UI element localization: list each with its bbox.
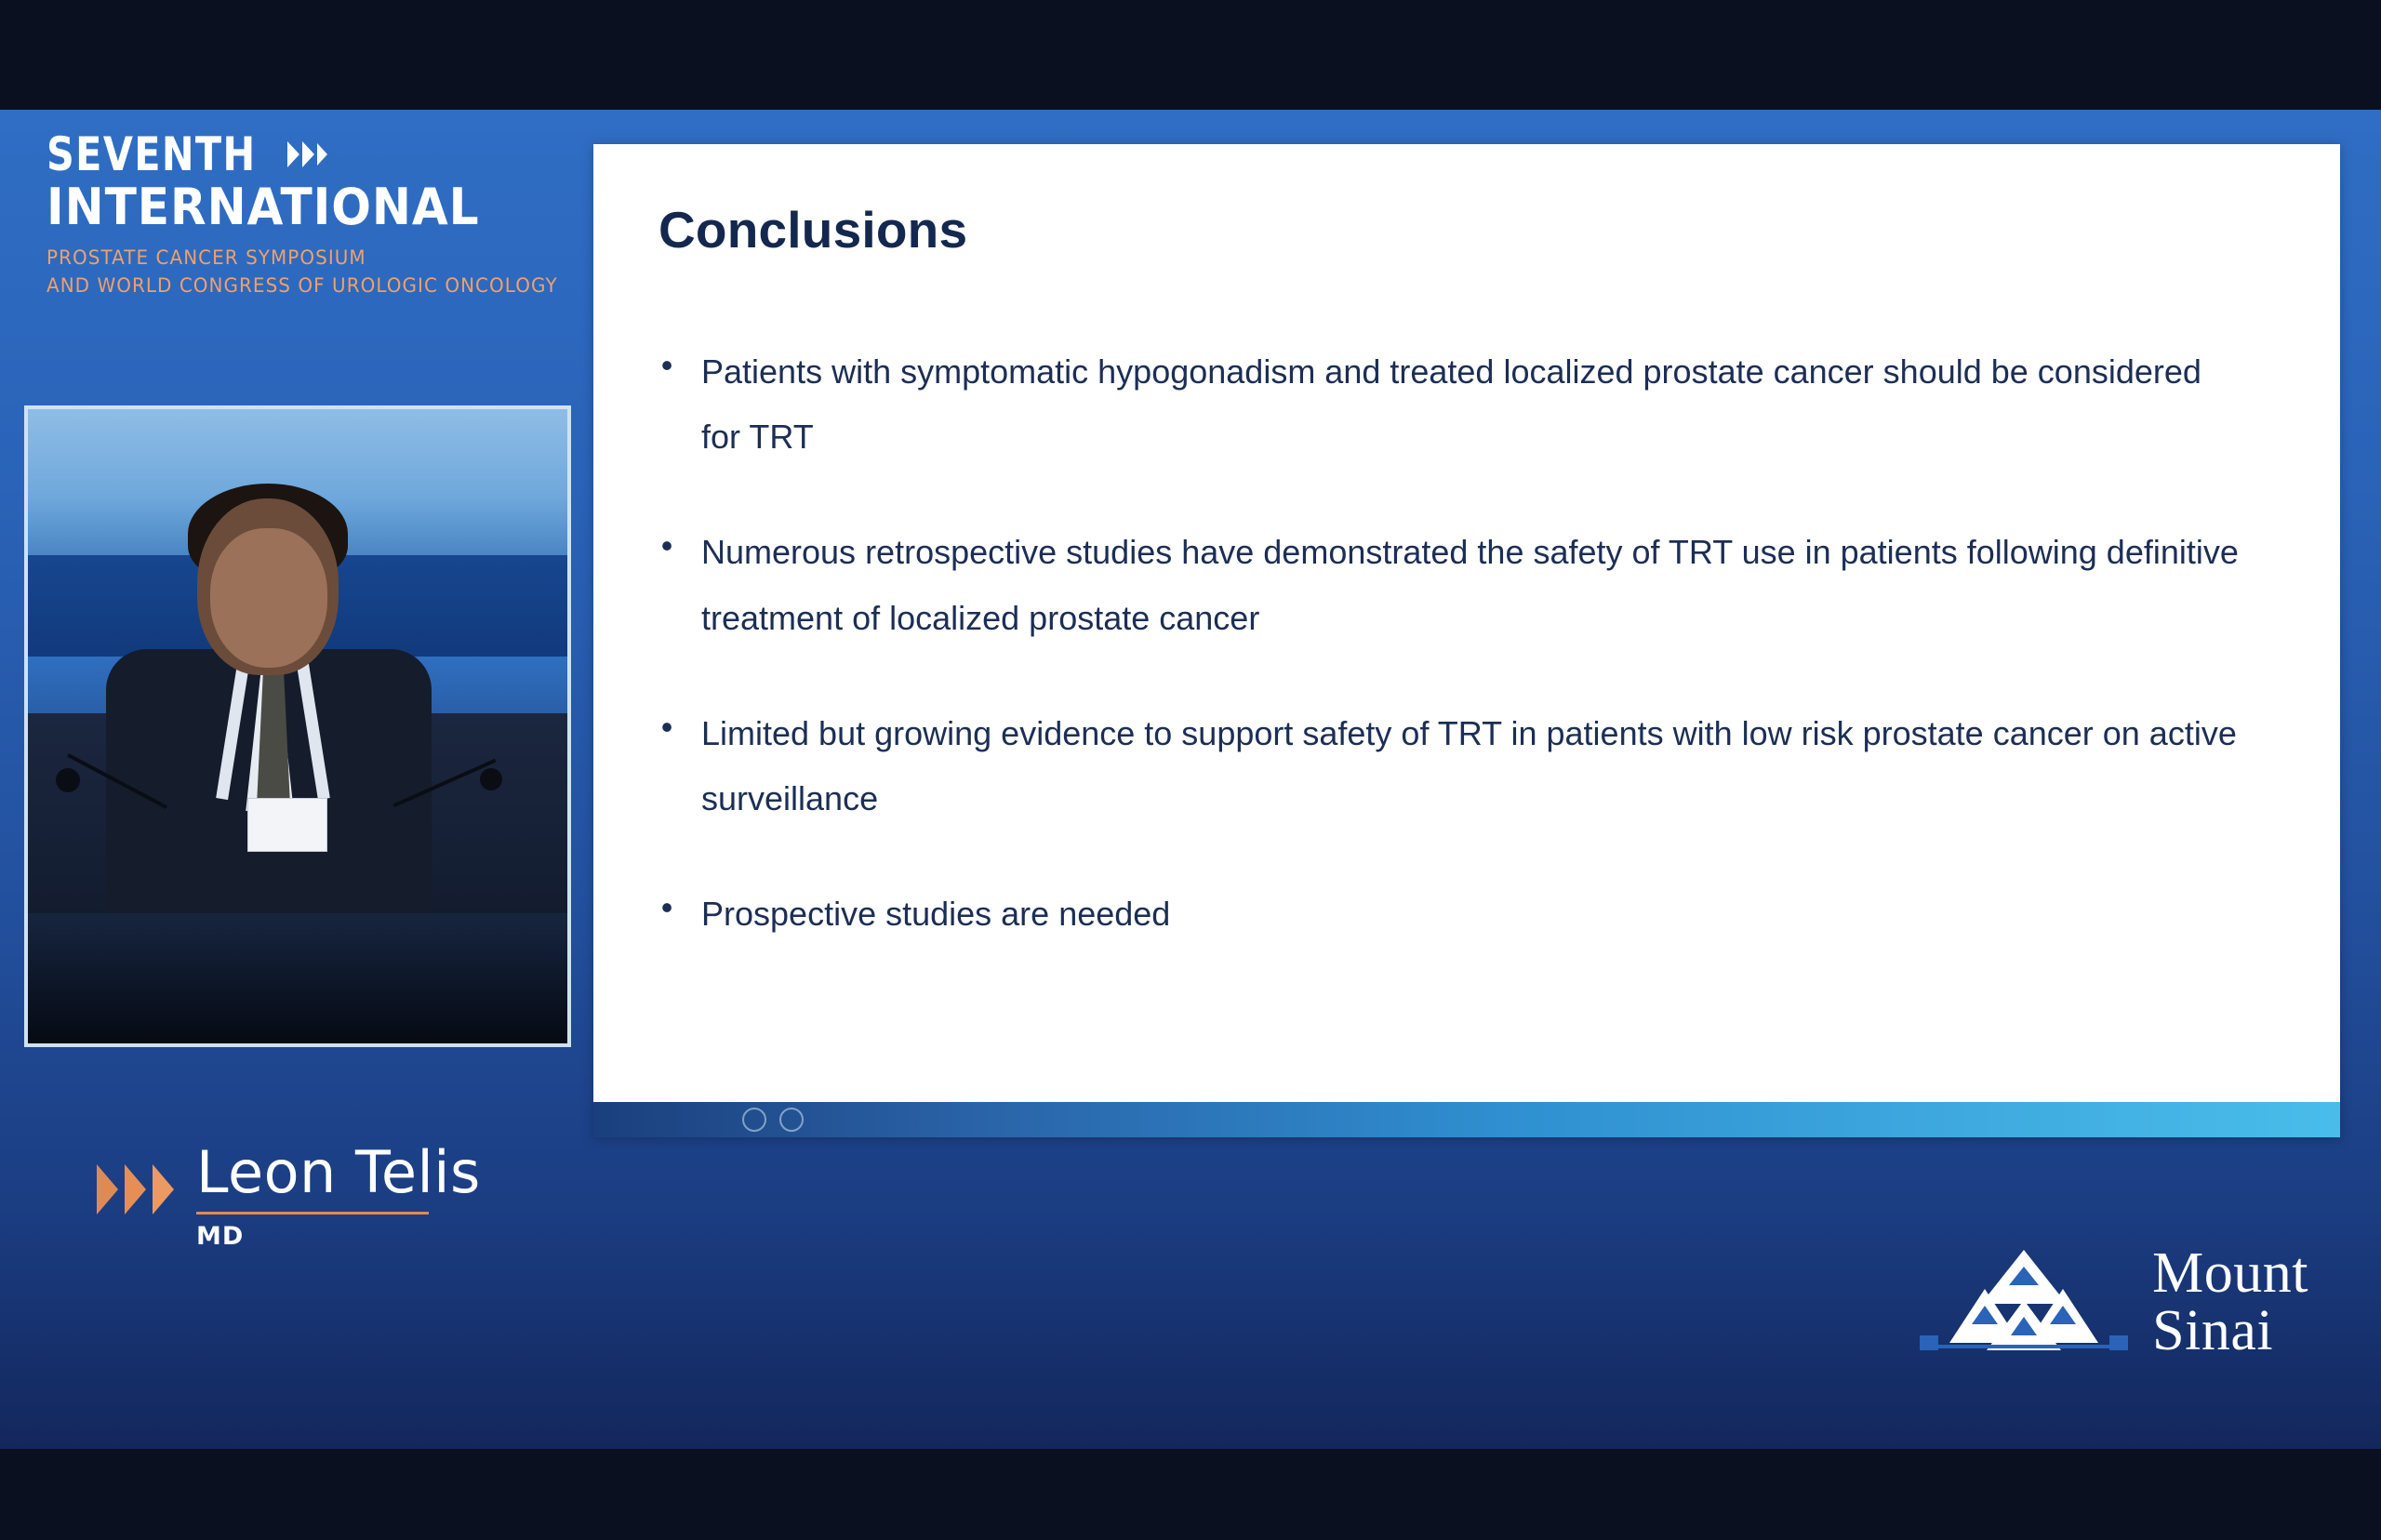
bullet-text: Patients with symptomatic hypogonadism and treated localized prostate cancer should be considered for TRT [701,352,2201,457]
bullet-text: Limited but growing evidence to support safety of TRT in patients with low risk prostate cancer on active surveillance [701,713,2237,817]
bullet-text: Prospective studies are needed [701,895,1171,934]
list-item [658,701,2277,831]
bullet-marker-icon: • [660,526,673,565]
speaker-name: Leon Telis [196,1138,481,1206]
slide-footer-icon-group [742,1108,804,1132]
event-logo-line2: INTERNATIONAL [47,177,480,236]
speaker-video-thumbnail[interactable] [24,405,571,1047]
institution-name-line1: Mount [2152,1241,2308,1305]
bullet-marker-icon: • [660,346,673,384]
list-item [658,520,2277,650]
letterbox-bottom [0,1449,2381,1540]
speaker-badge [247,798,327,852]
mount-sinai-logo [1920,1241,2308,1362]
slide-bullet-list [658,339,2277,997]
event-logo-line1: SEVENTH [47,127,257,181]
left-column [0,110,595,1449]
list-item [658,339,2277,470]
podium [28,913,567,1043]
speaker-face [210,528,327,668]
institution-name-line2: Sinai [2152,1299,2274,1362]
event-logo-subtitle-line2: AND WORLD CONGRESS OF UROLOGIC ONCOLOGY [47,274,558,297]
minus-circle-icon [779,1108,804,1132]
speaker-degree: MD [196,1222,245,1252]
clock-icon [742,1108,766,1132]
speaker-name-rule [196,1212,429,1215]
chevron-right-accent-icon [97,1142,174,1215]
event-logo [47,127,595,300]
bullet-marker-icon: • [660,888,673,927]
slide-title: Conclusions [658,201,968,259]
speaker-name-block [97,1138,481,1252]
bullet-text: Numerous retrospective studies have demonstrated the safety of TRT use in patients following definitive treatment of localized prostate cancer [701,533,2239,637]
microphone-left-head-icon [56,768,80,792]
letterbox-top [0,0,2381,110]
slide-panel[interactable] [593,144,2340,1137]
list-item [658,882,2277,947]
chevron-right-icon [287,141,327,167]
bullet-marker-icon: • [660,707,673,746]
slide-footer-bar [593,1102,2340,1137]
presentation-frame [0,110,2381,1449]
event-logo-subtitle-line1: PROSTATE CANCER SYMPOSIUM [47,246,366,270]
mountain-peaks-icon [1920,1246,2128,1358]
microphone-right-head-icon [480,768,502,790]
